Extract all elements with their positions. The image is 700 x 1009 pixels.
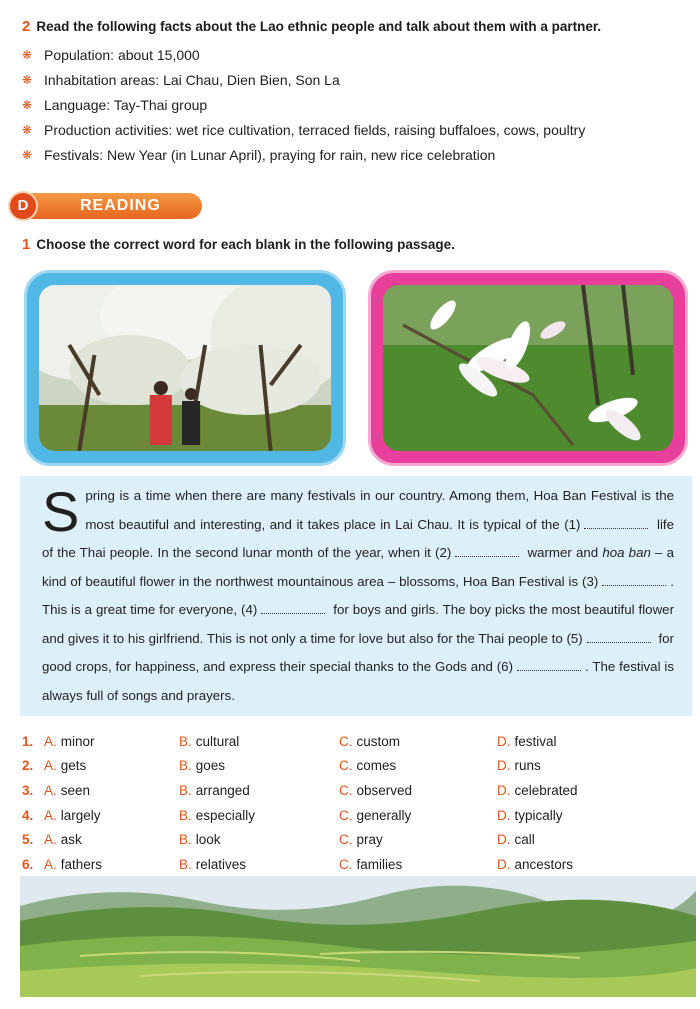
option-a[interactable]: A. gets bbox=[44, 758, 87, 774]
option-b[interactable]: B. relatives bbox=[179, 856, 247, 872]
option-d[interactable]: D. festival bbox=[497, 733, 557, 749]
reading-passage bbox=[20, 476, 692, 716]
option-a[interactable]: A. seen bbox=[44, 782, 91, 798]
blank-3[interactable] bbox=[602, 573, 666, 586]
option-c[interactable]: C. pray bbox=[339, 832, 383, 848]
asterisk-bullet-icon: ❋ bbox=[22, 48, 33, 62]
exercise-1-heading bbox=[22, 236, 455, 253]
fact-item: ❋ Production activities: wet rice cultivation, terraced fields, raising buffaloes, cows, poultry bbox=[22, 118, 682, 143]
trees-blossom-image bbox=[39, 285, 331, 451]
terraced-fields-photo bbox=[20, 876, 696, 997]
option-c[interactable]: C. observed bbox=[339, 782, 413, 798]
blank-1[interactable] bbox=[584, 516, 648, 529]
drop-cap: S bbox=[42, 480, 80, 543]
option-row: 3. A. seen B. arranged C. observed D. celebrated bbox=[22, 778, 682, 803]
asterisk-bullet-icon: ❋ bbox=[22, 148, 33, 162]
option-row: 1. A. minor B. cultural C. custom D. festival bbox=[22, 729, 682, 754]
hoa-ban-flower-photo bbox=[368, 270, 688, 466]
fact-item: ❋ Festivals: New Year (in Lunar April), praying for rain, new rice celebration bbox=[22, 143, 682, 168]
blank-4[interactable] bbox=[261, 601, 325, 614]
option-a[interactable]: A. ask bbox=[44, 832, 82, 848]
option-d[interactable]: D. runs bbox=[497, 758, 541, 774]
asterisk-bullet-icon: ❋ bbox=[22, 98, 33, 112]
mountain-landscape-image bbox=[20, 876, 696, 997]
option-b[interactable]: B. especially bbox=[179, 807, 256, 823]
passage-text: Spring is a time when there are many festivals in our country. Among them, Hoa Ban Festival is the most beautiful and interesting, and it takes place in Lai Chau. It is typical of the (1) life of the Thai people. In the second lunar month of the year, when it (2) warmer and hoa ban – a kind of beautiful flower in the northwest mountainous area – blossoms, Hoa Ban Festival is (3) . This is a great time for everyone, (4) for boys and girls. The boy picks the most beautiful flower and gives it to his girlfriend. This is not only a time for love but also for the Thai people to (5) for good crops, for happiness, and express their special thanks to the Gods and (6) . The festival is always full of songs and prayers. bbox=[42, 480, 675, 703]
festival-couple-photo bbox=[24, 270, 346, 466]
option-row: 4. A. largely B. especially C. generally D. typically bbox=[22, 803, 682, 828]
blank-5[interactable] bbox=[587, 630, 651, 643]
option-b[interactable]: B. cultural bbox=[179, 733, 240, 749]
option-d[interactable]: D. ancestors bbox=[497, 856, 574, 872]
asterisk-bullet-icon: ❋ bbox=[22, 73, 33, 87]
blank-6[interactable] bbox=[517, 658, 581, 671]
answer-options bbox=[22, 729, 682, 877]
option-row: 6. A. fathers B. relatives C. families D. ancestors bbox=[22, 852, 682, 877]
asterisk-bullet-icon: ❋ bbox=[22, 123, 33, 137]
option-row: 5. A. ask B. look C. pray D. call bbox=[22, 827, 682, 852]
option-c[interactable]: C. generally bbox=[339, 807, 412, 823]
section-2 bbox=[22, 18, 682, 168]
section-2-instruction: Read the following facts about the Lao ethnic people and talk about them with a partner. bbox=[36, 19, 602, 34]
reading-title: READING bbox=[80, 197, 161, 214]
blank-2[interactable] bbox=[455, 544, 519, 557]
option-b[interactable]: B. look bbox=[179, 832, 221, 848]
option-b[interactable]: B. arranged bbox=[179, 782, 250, 798]
option-d[interactable]: D. celebrated bbox=[497, 782, 578, 798]
white-flowers-image bbox=[383, 285, 673, 451]
reading-section-heading bbox=[8, 191, 202, 221]
option-a[interactable]: A. largely bbox=[44, 807, 101, 823]
section-number: 2 bbox=[22, 18, 31, 35]
option-a[interactable]: A. fathers bbox=[44, 856, 103, 872]
option-d[interactable]: D. call bbox=[497, 832, 535, 848]
fact-item: ❋ Language: Tay-Thai group bbox=[22, 93, 682, 118]
section-letter-badge: D bbox=[8, 191, 38, 221]
exercise-number: 1 bbox=[22, 236, 31, 253]
option-c[interactable]: C. comes bbox=[339, 758, 397, 774]
fact-item: ❋ Population: about 15,000 bbox=[22, 43, 682, 68]
option-d[interactable]: D. typically bbox=[497, 807, 563, 823]
exercise-1-instruction: Choose the correct word for each blank in the following passage. bbox=[36, 237, 455, 252]
option-c[interactable]: C. custom bbox=[339, 733, 401, 749]
option-a[interactable]: A. minor bbox=[44, 733, 95, 749]
option-row: 2. A. gets B. goes C. comes D. runs bbox=[22, 754, 682, 779]
facts-list bbox=[22, 43, 682, 168]
option-b[interactable]: B. goes bbox=[179, 758, 226, 774]
option-c[interactable]: C. families bbox=[339, 856, 403, 872]
fact-item: ❋ Inhabitation areas: Lai Chau, Dien Bien, Son La bbox=[22, 68, 682, 93]
section-2-heading bbox=[22, 18, 682, 35]
